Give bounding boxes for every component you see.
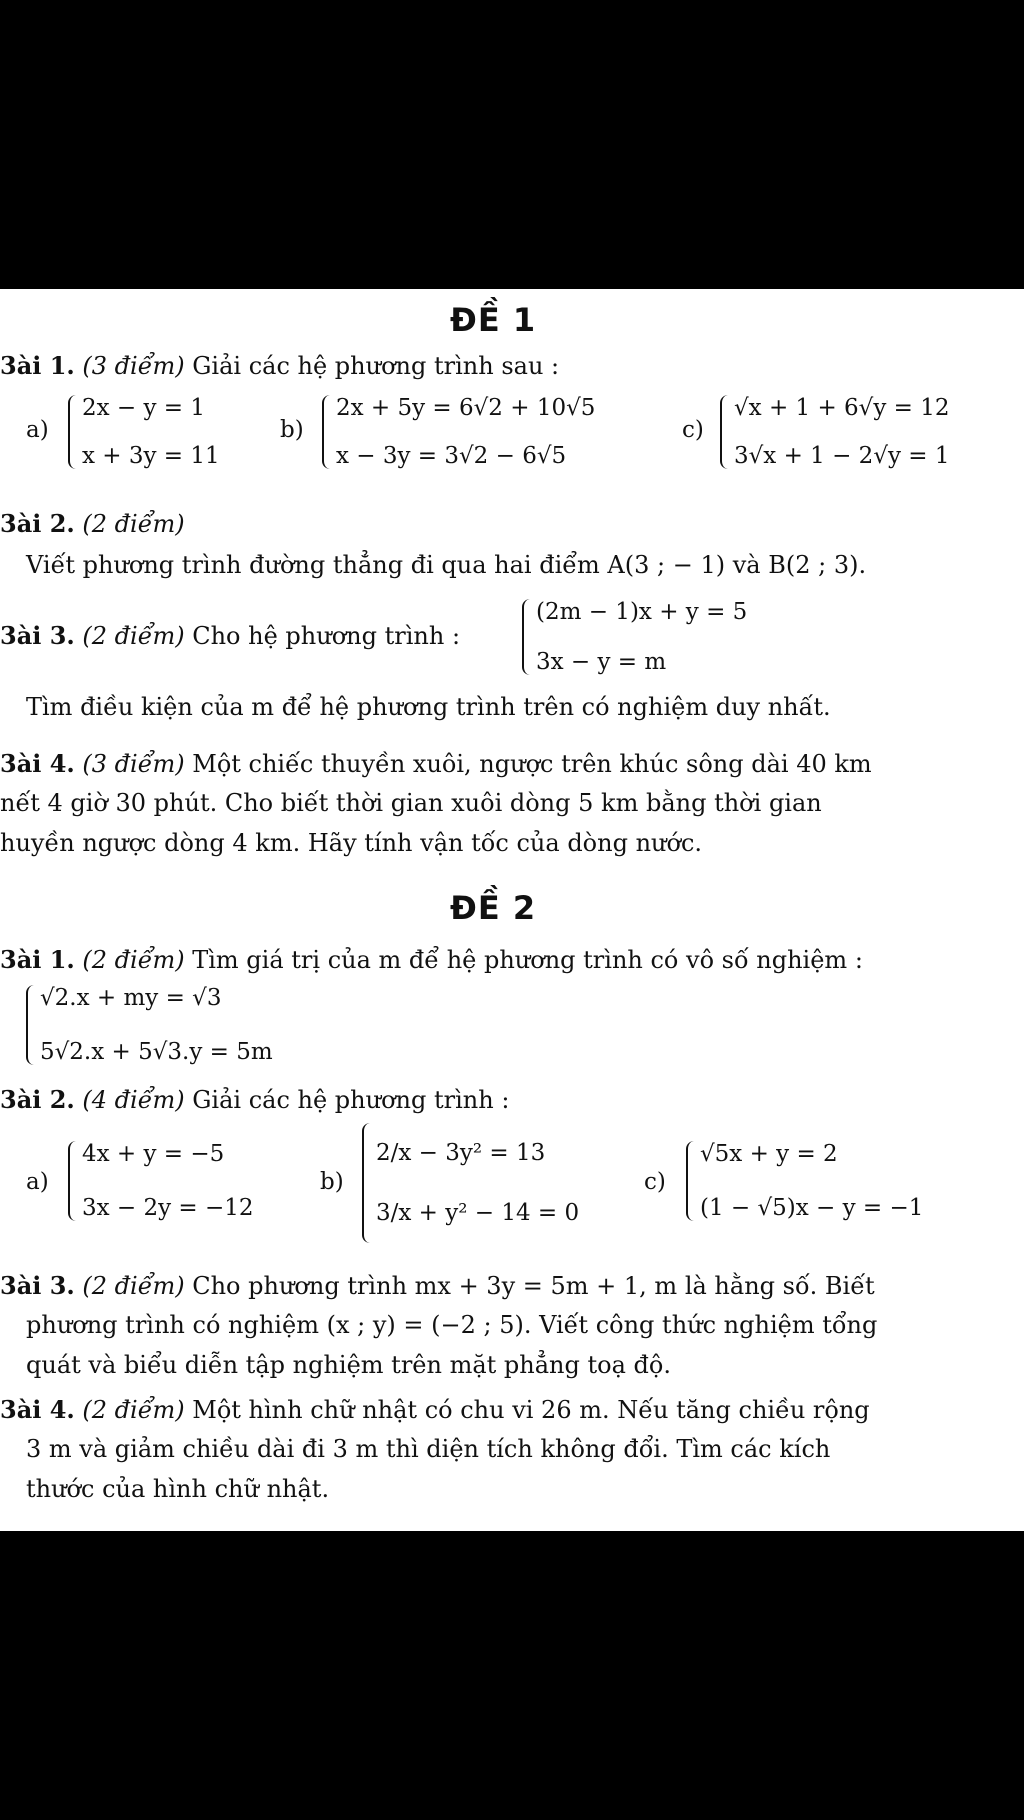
de2-bai1-line xyxy=(0,945,863,974)
de1-title: ĐỀ 1 xyxy=(450,301,537,339)
eq-line: 5√2.x + 5√3.y = 5m xyxy=(40,1039,273,1065)
eq-line: 3/x + y² − 14 = 0 xyxy=(376,1200,580,1226)
eq-line: 2/x − 3y² = 13 xyxy=(376,1140,546,1166)
de1-bai2-head-line xyxy=(0,509,185,538)
de1-bai4-points: (3 điểm) xyxy=(82,750,185,778)
de1-bai1-c-system xyxy=(720,395,950,469)
de2-bai2-c-system xyxy=(686,1141,923,1221)
de2-bai2-b-label: b) xyxy=(320,1169,344,1195)
de2-bai1-points: (2 điểm) xyxy=(82,946,185,974)
de1-bai1-c-label: c) xyxy=(682,417,704,443)
de2-bai3-line2: phương trình có nghiệm (x ; y) = (−2 ; 5). Viết công thức nghiệm tổng xyxy=(26,1311,878,1339)
de1-bai1-b-label: b) xyxy=(280,417,304,443)
de1-bai1-line xyxy=(0,351,559,380)
de1-bai1-text: Giải các hệ phương trình sau : xyxy=(184,352,560,380)
de1-bai3-points: (2 điểm) xyxy=(82,622,185,650)
de1-bai4-head: 3ài 4. xyxy=(0,749,75,778)
de2-bai4-points: (2 điểm) xyxy=(82,1396,185,1424)
brace-icon xyxy=(686,1141,694,1221)
eq-line: 2x − y = 1 xyxy=(82,395,206,421)
de2-bai3-text: Cho phương trình mx + 3y = 5m + 1, m là hằng số. Biết xyxy=(184,1272,875,1300)
de1-bai1-points: (3 điểm) xyxy=(82,352,185,380)
de2-bai2-a-label: a) xyxy=(26,1169,49,1195)
de1-bai3-head: 3ài 3. xyxy=(0,621,75,650)
de2-bai2-b-system xyxy=(362,1123,579,1243)
de2-bai3-points: (2 điểm) xyxy=(82,1272,185,1300)
exam-page xyxy=(0,289,1024,1531)
brace-icon xyxy=(362,1123,370,1243)
de1-bai4-line2: nết 4 giờ 30 phút. Cho biết thời gian xuôi dòng 5 km bằng thời gian xyxy=(0,789,822,817)
de2-title: ĐỀ 2 xyxy=(450,889,537,927)
eq-line: √2.x + my = √3 xyxy=(40,985,222,1011)
eq-line: (2m − 1)x + y = 5 xyxy=(536,599,748,625)
brace-icon xyxy=(68,395,76,469)
de1-bai3-text2: Tìm điều kiện của m để hệ phương trình trên có nghiệm duy nhất. xyxy=(26,693,831,721)
brace-icon xyxy=(322,395,330,469)
eq-line: √x + 1 + 6√y = 12 xyxy=(734,395,950,421)
de1-bai1-b-system xyxy=(322,395,595,469)
de2-bai4-line3: thước của hình chữ nhật. xyxy=(26,1475,330,1503)
eq-line: 2x + 5y = 6√2 + 10√5 xyxy=(336,395,596,421)
de1-bai4-line3: huyền ngược dòng 4 km. Hãy tính vận tốc của dòng nước. xyxy=(0,829,703,857)
de1-bai1-a-system xyxy=(68,395,220,469)
eq-line: 3√x + 1 − 2√y = 1 xyxy=(734,443,950,469)
de2-bai2-line xyxy=(0,1085,509,1114)
de1-bai3-line xyxy=(0,621,460,650)
de2-bai2-points: (4 điểm) xyxy=(82,1086,185,1114)
de2-bai4-line1 xyxy=(0,1395,870,1424)
de2-bai4-head: 3ài 4. xyxy=(0,1395,75,1424)
de2-bai4-line2: 3 m và giảm chiều dài đi 3 m thì diện tích không đổi. Tìm các kích xyxy=(26,1435,831,1463)
eq-line: 3x − 2y = −12 xyxy=(82,1195,254,1221)
de2-bai2-a-system xyxy=(68,1141,254,1221)
eq-line: 4x + y = −5 xyxy=(82,1141,225,1167)
de2-bai1-text: Tìm giá trị của m để hệ phương trình có vô số nghiệm : xyxy=(184,946,863,974)
de1-bai3-system xyxy=(522,599,747,675)
eq-line: √5x + y = 2 xyxy=(700,1141,838,1167)
de2-bai1-system xyxy=(26,985,273,1065)
de2-bai3-line3: quát và biểu diễn tập nghiệm trên mặt phẳng toạ độ. xyxy=(26,1351,671,1379)
de1-bai4-line1 xyxy=(0,749,872,778)
brace-icon xyxy=(522,599,530,675)
de1-bai2-head: 3ài 2. xyxy=(0,509,75,538)
eq-line: x + 3y = 11 xyxy=(82,443,220,469)
de1-bai2-points: (2 điểm) xyxy=(82,510,185,538)
brace-icon xyxy=(26,985,34,1065)
eq-line: 3x − y = m xyxy=(536,649,667,675)
de2-bai3-head: 3ài 3. xyxy=(0,1271,75,1300)
de2-bai3-line1 xyxy=(0,1271,875,1300)
de1-bai2-text: Viết phương trình đường thẳng đi qua hai điểm A(3 ; − 1) và B(2 ; 3). xyxy=(26,551,867,579)
brace-icon xyxy=(68,1141,76,1221)
de1-bai3-text: Cho hệ phương trình : xyxy=(184,622,461,650)
de1-bai1-a-label: a) xyxy=(26,417,49,443)
eq-line: x − 3y = 3√2 − 6√5 xyxy=(336,443,567,469)
eq-line: (1 − √5)x − y = −1 xyxy=(700,1195,924,1221)
de1-bai1-head: 3ài 1. xyxy=(0,351,75,380)
de2-bai2-head: 3ài 2. xyxy=(0,1085,75,1114)
de2-bai4-text: Một hình chữ nhật có chu vi 26 m. Nếu tăng chiều rộng xyxy=(184,1396,870,1424)
de2-bai2-c-label: c) xyxy=(644,1169,666,1195)
brace-icon xyxy=(720,395,728,469)
de1-bai4-text: Một chiếc thuyền xuôi, ngược trên khúc sông dài 40 km xyxy=(184,750,872,778)
de2-bai2-text: Giải các hệ phương trình : xyxy=(184,1086,510,1114)
de2-bai1-head: 3ài 1. xyxy=(0,945,75,974)
